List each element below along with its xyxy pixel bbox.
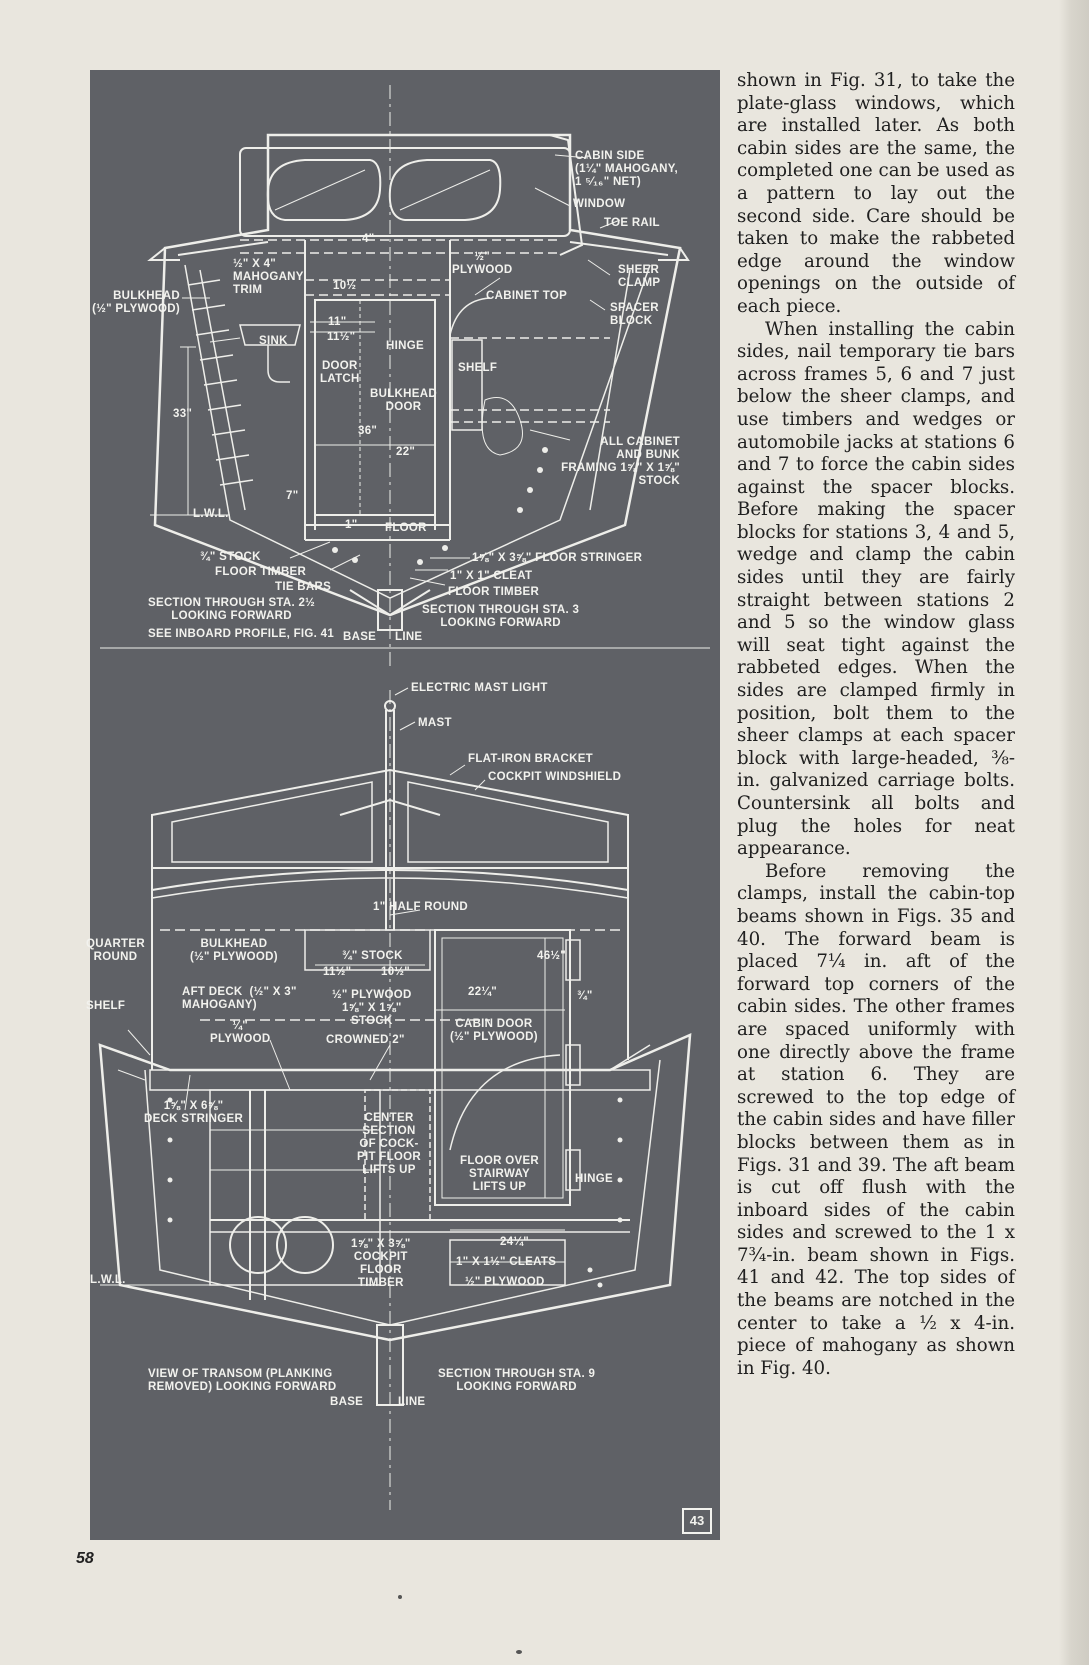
label-dim-22: 22" bbox=[396, 446, 416, 458]
label-half-round: 1" HALF ROUND bbox=[373, 901, 468, 913]
label-dim-11-5: 11½" bbox=[327, 331, 356, 343]
label-window: WINDOW bbox=[573, 198, 626, 210]
label-floor-over: FLOOR OVER STAIRWAY LIFTS UP bbox=[460, 1155, 540, 1193]
label-cockpit-timber: 1⅝" X 3⅝" COCKPIT FLOOR TIMBER bbox=[351, 1238, 411, 1289]
top-toe-rails bbox=[150, 248, 688, 260]
label-lwl-bottom: L.W.L. bbox=[90, 1274, 126, 1286]
label-bulkhead: BULKHEAD (½" PLYWOOD) bbox=[92, 290, 180, 315]
body-text-column bbox=[737, 70, 1015, 1380]
label-section-9: SECTION THROUGH STA. 9 LOOKING FORWARD bbox=[438, 1368, 596, 1393]
label-section-3: SECTION THROUGH STA. 3 LOOKING FORWARD bbox=[422, 604, 580, 629]
label-tie-bars: TIE BARS bbox=[275, 581, 332, 593]
label-dim-11-5-bottom: 11½" bbox=[323, 966, 352, 978]
label-section-2-5: SECTION THROUGH STA. 2½ LOOKING FORWARD bbox=[148, 597, 316, 622]
label-plywood-half-bottom: ½" PLYWOOD bbox=[465, 1276, 545, 1288]
label-dim-24-25: 24¼" bbox=[500, 1236, 530, 1248]
label-aft-deck: AFT DECK (½" X 3" MAHOGANY) bbox=[182, 986, 297, 1011]
label-dim-10-5: 10½ bbox=[333, 280, 357, 292]
label-bulkhead-door: BULKHEAD DOOR bbox=[370, 388, 437, 413]
label-quarter-round: QUARTER ROUND bbox=[86, 938, 145, 963]
top-shelf-rag bbox=[482, 398, 522, 456]
label-hinge-bottom: HINGE bbox=[575, 1173, 613, 1185]
paragraph-3: Before removing the clamps, install the cabin-top beams shown in Figs. 35 and 40. The forward beam is placed 7¼ in. aft of the forward top corners of the cabin sides. The other frames are spaced uniformly with one directly above the frame at station 6. They are screwed to the top edge of the cabin sides and have filler blocks between them as in Figs. 31 and 39. The aft beam is cut off flush with the inboard sides of the cabin sides and screwed to the 1 x 7¾-in. beam shown in Figs. 41 and 42. The top sides of the beams are notched in the center to take a ½ x 4-in. piece of mahogany as shown in Fig. 40. bbox=[737, 860, 1015, 1379]
label-deck-stringer: 1⅝" X 6⅝" DECK STRINGER bbox=[144, 1100, 244, 1125]
label-windshield: COCKPIT WINDSHIELD bbox=[488, 771, 622, 783]
label-see-inboard: SEE INBOARD PROFILE, FIG. 41 bbox=[148, 628, 335, 640]
top-window-left bbox=[268, 160, 380, 220]
label-spacer-block: SPACER BLOCK bbox=[610, 302, 659, 327]
label-base-top: BASE bbox=[343, 631, 377, 643]
label-dim-33: 33" bbox=[173, 408, 193, 420]
label-stock-3-4: ¾" STOCK bbox=[200, 551, 261, 563]
paragraph-1: shown in Fig. 31, to take the plate-glass windows, which are installed later. As both cabin sides are the same, the completed one can be used as a pattern to lay out the second side. Care should be taken to make the rabbeted edge around the window openings on the outside of each piece. bbox=[737, 70, 1015, 317]
label-cabinet-framing: ALL CABINET AND BUNK FRAMING 1⅝" X 1⅝" STOCK bbox=[561, 436, 680, 487]
label-dim-22-25: 22¼" bbox=[468, 986, 498, 998]
label-cleats: 1" X 1½" CLEATS bbox=[456, 1256, 557, 1268]
label-stock-3-4-bottom: ¾" STOCK bbox=[342, 950, 403, 962]
label-cabin-side: CABIN SIDE (1¼" MAHOGANY, 1 ⁵⁄₁₆" NET) bbox=[575, 150, 678, 188]
label-toe-rail: TOE RAIL bbox=[604, 217, 660, 229]
label-dim-3-4: ¾" bbox=[577, 990, 593, 1002]
figure-number: 43 bbox=[682, 1508, 712, 1534]
label-sink: SINK bbox=[259, 335, 288, 347]
label-plywood-quarter: ¼" PLYWOOD bbox=[210, 1020, 271, 1045]
label-dim-10-5-bottom: 10½" bbox=[381, 966, 411, 978]
label-floor: FLOOR bbox=[385, 522, 427, 534]
label-floor-timber-left: FLOOR TIMBER bbox=[215, 566, 307, 578]
label-dim-7: 7" bbox=[286, 490, 299, 502]
label-crowned: CROWNED 2" bbox=[326, 1034, 405, 1046]
label-bulkhead-bottom: BULKHEAD (½" PLYWOOD) bbox=[190, 938, 278, 963]
blueprint-drawing bbox=[90, 70, 720, 1540]
speck bbox=[516, 1650, 522, 1654]
label-dim-36: 36" bbox=[358, 425, 378, 437]
bottom-hull-outline bbox=[100, 1035, 690, 1340]
label-dim-1: 1" bbox=[345, 519, 358, 531]
label-floor-timber-right: FLOOR TIMBER bbox=[448, 586, 540, 598]
label-base-bottom: BASE bbox=[330, 1396, 364, 1408]
label-line-bottom: LINE bbox=[398, 1396, 426, 1408]
label-dim-4: 4" bbox=[362, 233, 375, 245]
top-inner-hull bbox=[185, 265, 650, 598]
blueprint-figure bbox=[86, 70, 720, 1540]
label-center-section: CENTER SECTION OF COCK- PIT FLOOR LIFTS UP bbox=[357, 1112, 422, 1176]
label-door-latch: DOOR LATCH bbox=[320, 360, 360, 385]
top-frame-ladder bbox=[188, 280, 253, 485]
label-mast: MAST bbox=[418, 717, 452, 729]
label-cabin-door: CABIN DOOR (½" PLYWOOD) bbox=[450, 1018, 538, 1043]
speck bbox=[398, 1595, 402, 1599]
label-cleat: 1" X 1" CLEAT bbox=[450, 570, 533, 582]
page-edge-shadow bbox=[1059, 0, 1089, 1665]
page-number: 58 bbox=[76, 1550, 94, 1567]
label-view-transom: VIEW OF TRANSOM (PLANKING REMOVED) LOOKING FORWARD bbox=[148, 1368, 337, 1393]
label-line-top: LINE bbox=[395, 631, 423, 643]
label-cabinet-top: CABINET TOP bbox=[486, 290, 568, 302]
label-trim: ½" X 4" MAHOGANY TRIM bbox=[233, 258, 304, 296]
label-floor-stringer: 1⅝" X 3⅝" FLOOR STRINGER bbox=[472, 552, 643, 564]
label-mast-light: ELECTRIC MAST LIGHT bbox=[411, 682, 548, 694]
label-dim-46-5: 46½" bbox=[537, 950, 567, 962]
label-lwl-top: L.W.L. bbox=[193, 508, 229, 520]
label-plywood-half: ½" PLYWOOD bbox=[452, 251, 513, 276]
paragraph-2: When installing the cabin sides, nail temporary tie bars across frames 5, 6 and 7 just below the sheer clamps, and use timbers and wedges or automobile jacks at stations 6 and 7 to force the cabin sides against the spacer blocks. Before making the spacer blocks for stations 3, 4 and 5, wedge and clamp the cabin sides until they are fairly straight between stations 2 and 5 so the window glass will seat tight against the rabbeted edges. When the sides are clamped firmly in position, bolt them to the sheer clamps at each spacer block with large-headed, ⅜-in. galvanized carriage bolts. Countersink all bolts and plug the holes for neat appearance. bbox=[737, 318, 1015, 860]
label-sheer-clamp: SHEER CLAMP bbox=[618, 264, 661, 289]
label-shelf: SHELF bbox=[458, 362, 498, 374]
label-plywood-stock: ½" PLYWOOD 1⅝" X 1⅝" STOCK bbox=[332, 989, 412, 1027]
label-bracket: FLAT-IRON BRACKET bbox=[468, 753, 593, 765]
label-shelf-bottom: SHELF bbox=[86, 1000, 126, 1012]
label-dim-11: 11" bbox=[328, 316, 347, 328]
label-hinge: HINGE bbox=[386, 340, 424, 352]
